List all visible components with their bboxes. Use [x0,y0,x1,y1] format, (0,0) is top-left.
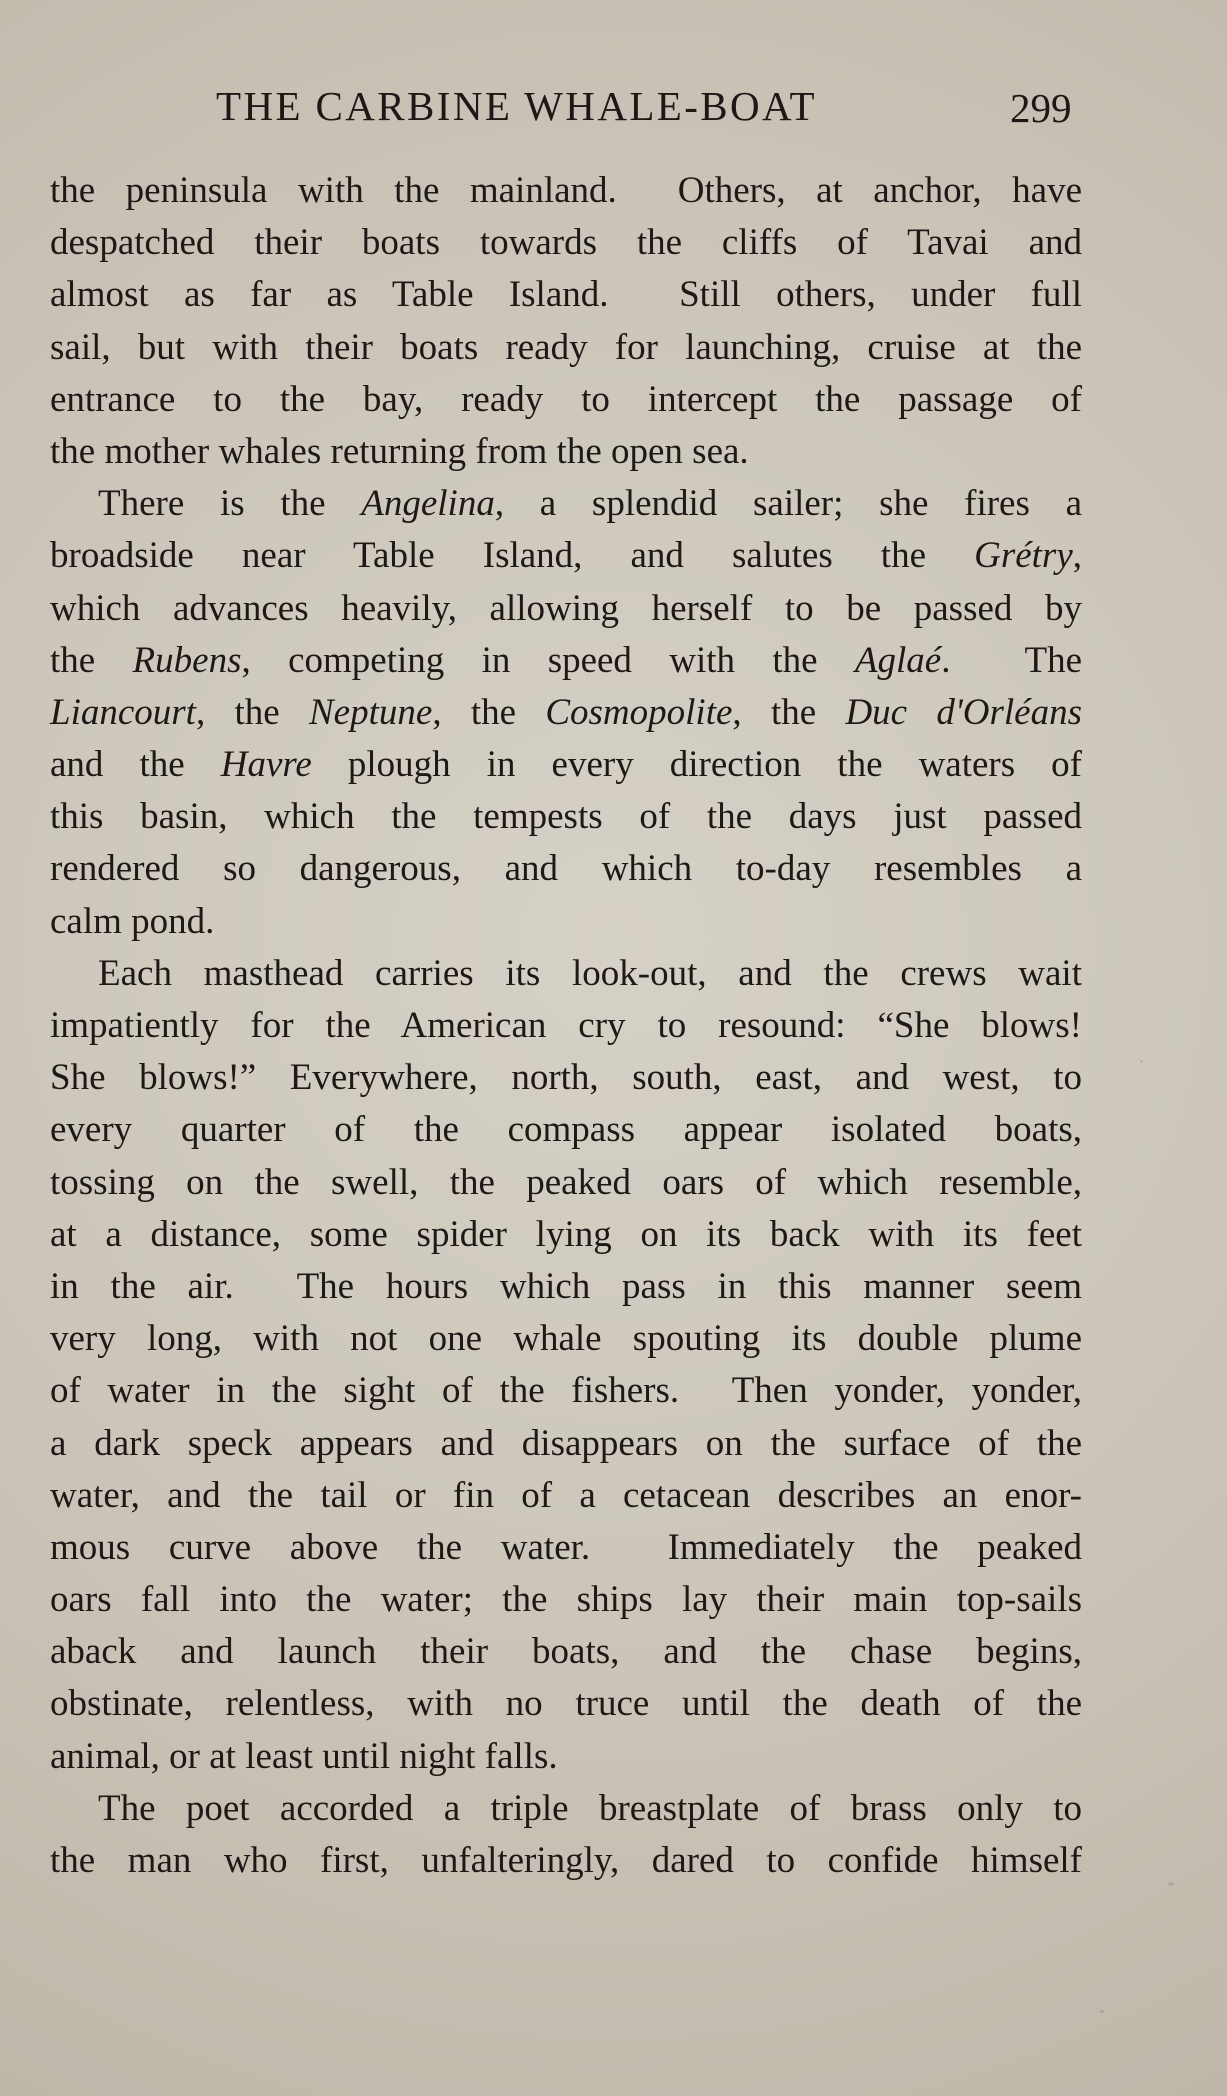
paragraph-end-line [50,1731,1082,1783]
text-run: calm pond. [50,900,215,942]
text-line [50,1522,1082,1574]
text-line [50,1574,1082,1626]
text-line [50,1418,1082,1470]
ship-name-neptune: Neptune [309,691,433,733]
body-text [50,165,1082,1887]
text-run: There is the [98,483,362,525]
text-run: at a distance, some spider lying on its back with its feet [50,1213,1082,1255]
ship-name-cosmopolite: Cosmopolite [545,691,733,733]
ship-name-duc-dorleans: Duc d'Orléans [845,691,1083,733]
ship-name-gretry: Grétry [974,535,1073,577]
text-run: a dark speck appears and disappears on the surface of the [50,1422,1082,1464]
text-line [50,374,1082,426]
paragraph-end-line [50,896,1082,948]
page-header [0,82,1227,142]
text-run: Each masthead carries its look-out, and the crews wait [98,952,1082,994]
text-run: , [1072,535,1082,577]
ship-name-angelina: Angelina [361,483,495,525]
text-run: the peninsula with the mainland. Others, at anchor, have [50,170,1082,211]
page-number: 299 [1010,85,1072,131]
text-run: the [50,639,133,681]
text-run: mous curve above the water. Immediately the peaked [50,1526,1082,1568]
paper-speck [1140,1060,1143,1063]
running-title: THE CARBINE WHALE-BOAT [216,83,817,129]
text-run: oars fall into the water; the ships lay their main top-sails [50,1579,1082,1621]
text-run: , competing in speed with the [241,639,855,681]
ship-name-rubens: Rubens [132,639,242,681]
text-line [50,1470,1082,1522]
text-run: . The [941,639,1083,681]
text-run: every quarter of the compass appear isolated boats, [50,1109,1082,1151]
text-run: very long, with not one whale spouting its double plume [50,1318,1082,1360]
text-run: , a splendid sailer; she fires a [494,483,1082,525]
text-line [50,687,1082,739]
text-run: the mother whales returning from the open sea. [50,430,749,472]
text-run: obstinate, relentless, with no truce until the death of the [50,1683,1082,1725]
paper-speck [1100,2010,1104,2013]
paper-speck [1168,1882,1174,1886]
text-run: of water in the sight of the fishers. Then yonder, yonder, [50,1370,1082,1412]
text-line [50,1261,1082,1313]
text-line [50,1783,1082,1835]
text-run: aback and launch their boats, and the chase begins, [50,1631,1082,1673]
text-line [50,1678,1082,1730]
text-line [50,791,1082,843]
text-run: this basin, which the tempests of the days just passed [50,796,1082,838]
text-run: which advances heavily, allowing herself to be passed by [50,587,1082,629]
ship-name-aglae: Aglaé [854,639,942,681]
text-run: entrance to the bay, ready to intercept the passage of [50,378,1082,420]
text-run: , the [195,691,309,733]
text-line [50,635,1082,687]
text-run: The poet accorded a triple breastplate of brass only to [98,1787,1082,1829]
paragraph-end-line [50,426,1082,478]
text-run: tossing on the swell, the peaked oars of which resemble, [50,1161,1082,1203]
text-line [50,1365,1082,1417]
text-line [50,478,1082,530]
text-line [50,1313,1082,1365]
text-line [50,583,1082,635]
text-line [50,1626,1082,1678]
text-run: water, and the tail or fin of a cetacean describes an enor- [50,1474,1082,1516]
text-run: in the air. The hours which pass in this manner seem [50,1265,1082,1307]
text-run: sail, but with their boats ready for launching, cruise at the [50,326,1082,368]
text-run: , the [432,691,546,733]
text-line [50,165,1082,217]
text-run: plough in every direction the waters of [311,744,1082,786]
text-line [50,1052,1082,1104]
ship-name-havre: Havre [220,744,312,786]
text-run: the man who first, unfalteringly, dared to confide himself [50,1840,1082,1881]
text-run: , the [732,691,846,733]
text-line [50,1104,1082,1156]
text-line [50,269,1082,321]
text-run: She blows!” Everywhere, north, south, east, and west, to [50,1057,1082,1099]
text-line [50,948,1082,1000]
text-run: animal, or at least until night falls. [50,1735,558,1777]
text-run: broadside near Table Island, and salutes the [50,535,975,577]
text-line [50,1835,1082,1887]
text-line [50,1157,1082,1209]
text-run: impatiently for the American cry to resound: “She blows! [50,1005,1082,1046]
text-line [50,739,1082,791]
ship-name-liancourt: Liancourt [50,691,196,733]
text-run: and the [50,744,221,786]
text-run: rendered so dangerous, and which to-day resembles a [50,848,1082,890]
text-line [50,322,1082,374]
text-line [50,530,1082,582]
text-line [50,1000,1082,1052]
text-line [50,843,1082,895]
text-run: almost as far as Table Island. Still others, under full [50,274,1082,316]
text-line [50,1209,1082,1261]
text-run: despatched their boats towards the cliffs of Tavai and [50,222,1082,264]
text-line [50,217,1082,269]
